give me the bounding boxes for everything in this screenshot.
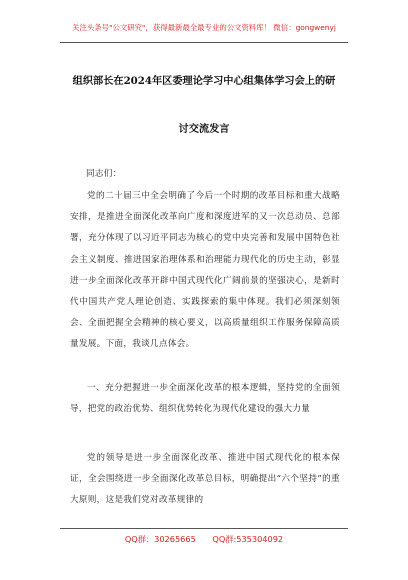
greeting: 同志们： bbox=[86, 169, 122, 179]
footer-qq-group-2: QQ群:535304092 bbox=[212, 534, 284, 544]
footer-qq-group-1: QQ群：30265665 bbox=[124, 534, 196, 544]
footer-contact bbox=[0, 534, 408, 545]
footer-divider bbox=[60, 528, 348, 529]
document-title-line-1: 组织部长在2024年区委理论学习中心组集体学习会上的研 bbox=[72, 75, 336, 87]
paragraph-intro: 党的二十届三中全会明确了今后一个时期的改革目标和重大战略安排，是推进全面深化改革向广度和深度进军的又一次总动员、总部署，充分体现了以习近平同志为核心的党中央完善和发展中国特色社会主义制度、推进国家治理体系和治理能力现代化的历史主动，彰显进一步全面深化改革开辟中国式现代化广阔前景的坚强决心，是新时代中国共产党人理论创造、实践探索的集中体现。我们必须深刻领会、全面把握全会精神的核心要义，以高质量组织工作服务保障高质量发展。下面，我谈几点体会。 bbox=[70, 191, 340, 350]
document-title-line-2: 讨交流发言 bbox=[178, 123, 230, 135]
header-divider bbox=[60, 42, 348, 43]
paragraph-section-heading: 一、充分把握进一步全面深化改革的根本逻辑，坚持党的全面领导，把党的政治优势、组织优势转化为现代化建设的强大力量 bbox=[70, 383, 340, 415]
paragraph-body: 党的领导是进一步全面深化改革、推进中国式现代化的根本保证，全会围绕进一步全面深化改革总目标，明确提出“六个坚持”的重大原则，这是我们党对改革规律的 bbox=[70, 453, 340, 506]
header-banner: 关注头条号"公文研究"，获得最新最全最专业的公文资料库！ 微信：gongwenyj bbox=[72, 23, 336, 32]
